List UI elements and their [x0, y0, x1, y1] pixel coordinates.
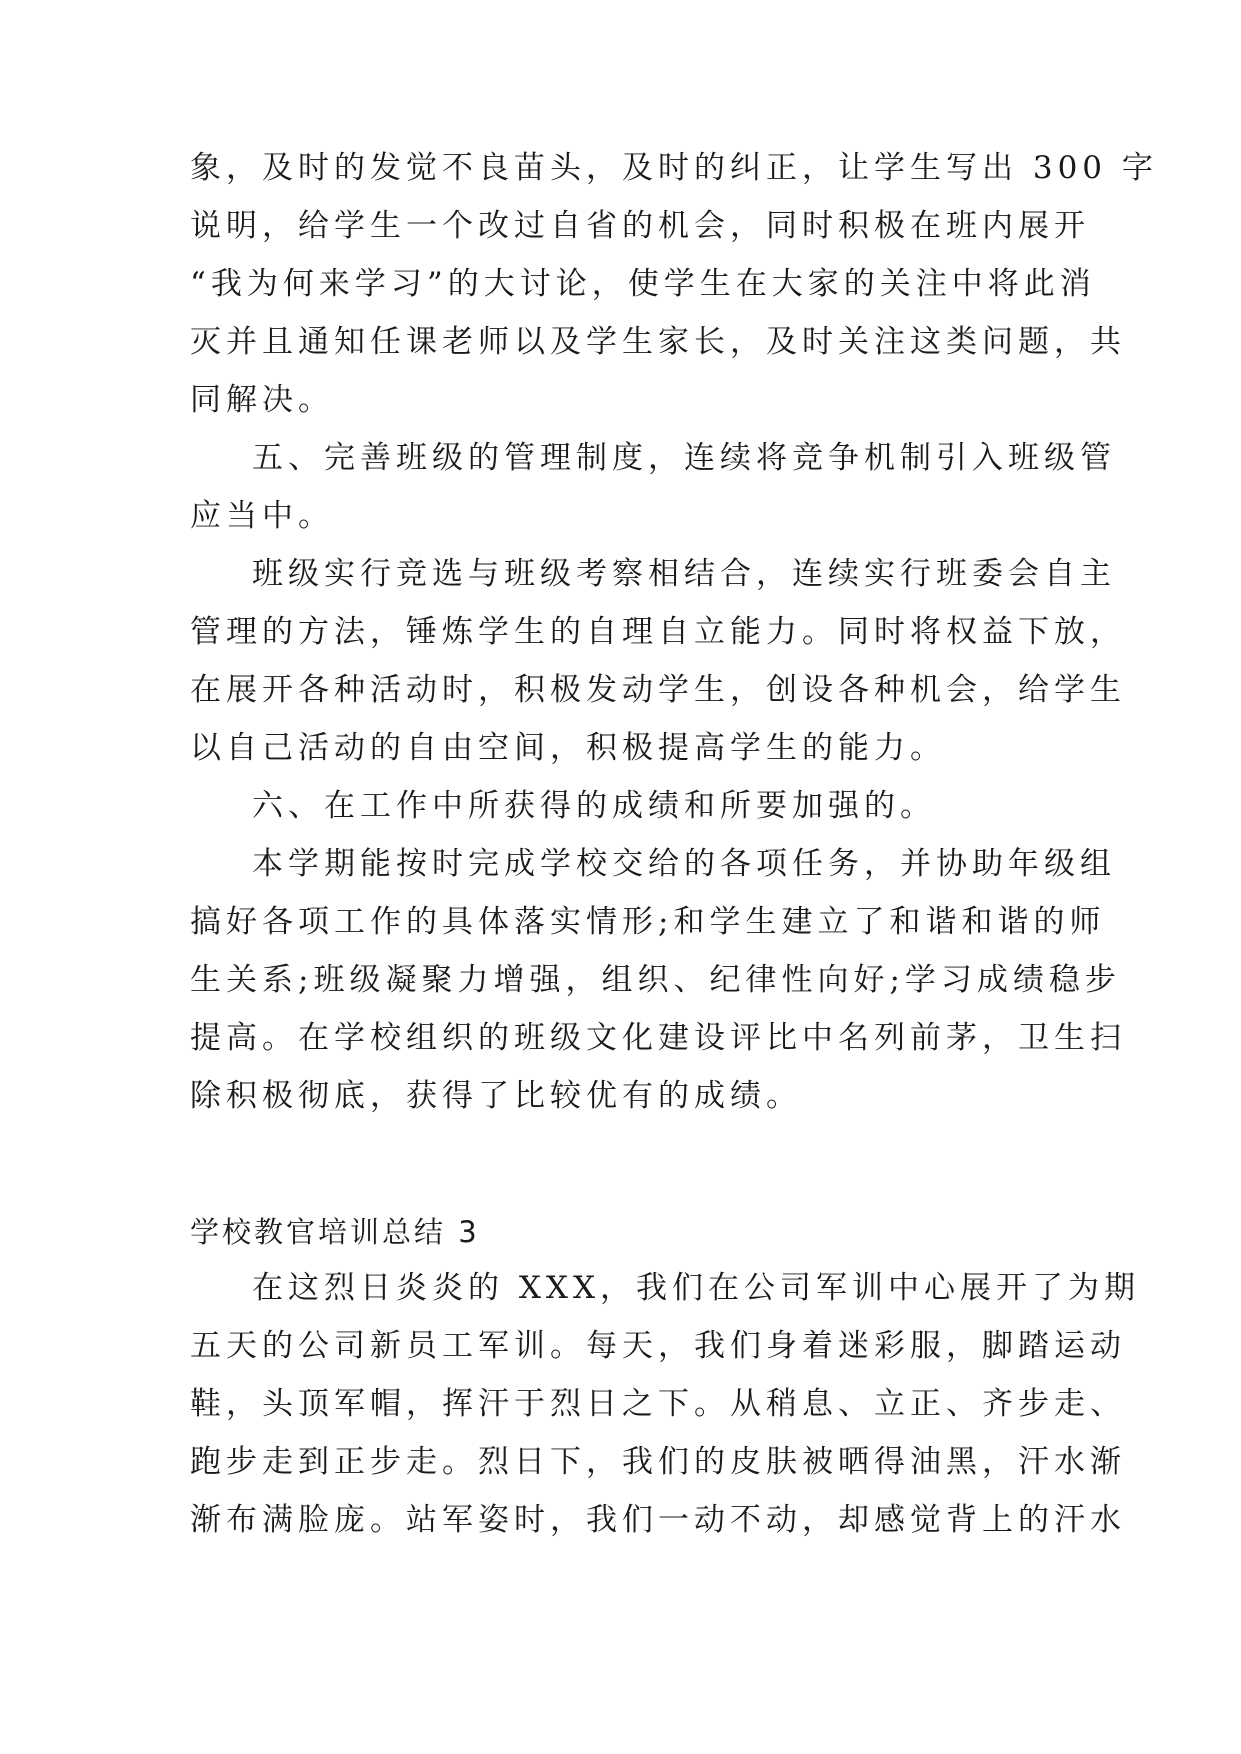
paragraph-start: 本学期能按时完成学校交给的各项任务，并协助年级组 — [252, 846, 1116, 882]
body-line: 生关系;班级凝聚力增强，组织、纪律性向好;学习成绩稳步 — [190, 962, 1121, 998]
body-line: 提高。在学校组织的班级文化建设评比中名列前茅，卫生扫 — [190, 1020, 1126, 1056]
paragraph-start: 班级实行竞选与班级考察相结合，连续实行班委会自主 — [252, 556, 1116, 592]
body-line: 同解决。 — [190, 382, 334, 418]
body-line: 搞好各项工作的具体落实情形;和学生建立了和谐和谐的师 — [190, 904, 1106, 940]
body-line: 以自己活动的自由空间，积极提高学生的能力。 — [190, 730, 946, 766]
body-line: 象，及时的发觉不良苗头，及时的纠正，让学生写出 300 字 — [190, 150, 1158, 186]
body-line: 说明，给学生一个改过自省的机会，同时积极在班内展开 — [190, 208, 1090, 244]
body-line: 在展开各种活动时，积极发动学生，创设各种机会，给学生 — [190, 672, 1126, 708]
section-heading-five: 五、完善班级的管理制度，连续将竞争机制引入班级管 — [252, 440, 1116, 476]
body-line: 跑步走到正步走。烈日下，我们的皮肤被晒得油黑，汗水渐 — [190, 1444, 1126, 1480]
body-line: 应当中。 — [190, 498, 334, 534]
body-line: 渐布满脸庞。站军姿时，我们一动不动，却感觉背上的汗水 — [190, 1502, 1126, 1538]
body-line: 除积极彻底，获得了比较优有的成绩。 — [190, 1078, 802, 1114]
body-line: 管理的方法，锤炼学生的自理自立能力。同时将权益下放， — [190, 614, 1126, 650]
body-line: 鞋，头顶军帽，挥汗于烈日之下。从稍息、立正、齐步走、 — [190, 1386, 1126, 1422]
section-heading-six: 六、在工作中所获得的成绩和所要加强的。 — [252, 788, 936, 824]
paragraph-start: 在这烈日炎炎的 XXX，我们在公司军训中心展开了为期 — [252, 1270, 1141, 1306]
body-line: “我为何来学习”的大讨论，使学生在大家的关注中将此消 — [190, 266, 1096, 302]
body-line: 五天的公司新员工军训。每天，我们身着迷彩服，脚踏运动 — [190, 1328, 1126, 1364]
document-title: 学校教官培训总结 3 — [190, 1215, 480, 1249]
body-line: 灭并且通知任课老师以及学生家长，及时关注这类问题，共 — [190, 324, 1126, 360]
